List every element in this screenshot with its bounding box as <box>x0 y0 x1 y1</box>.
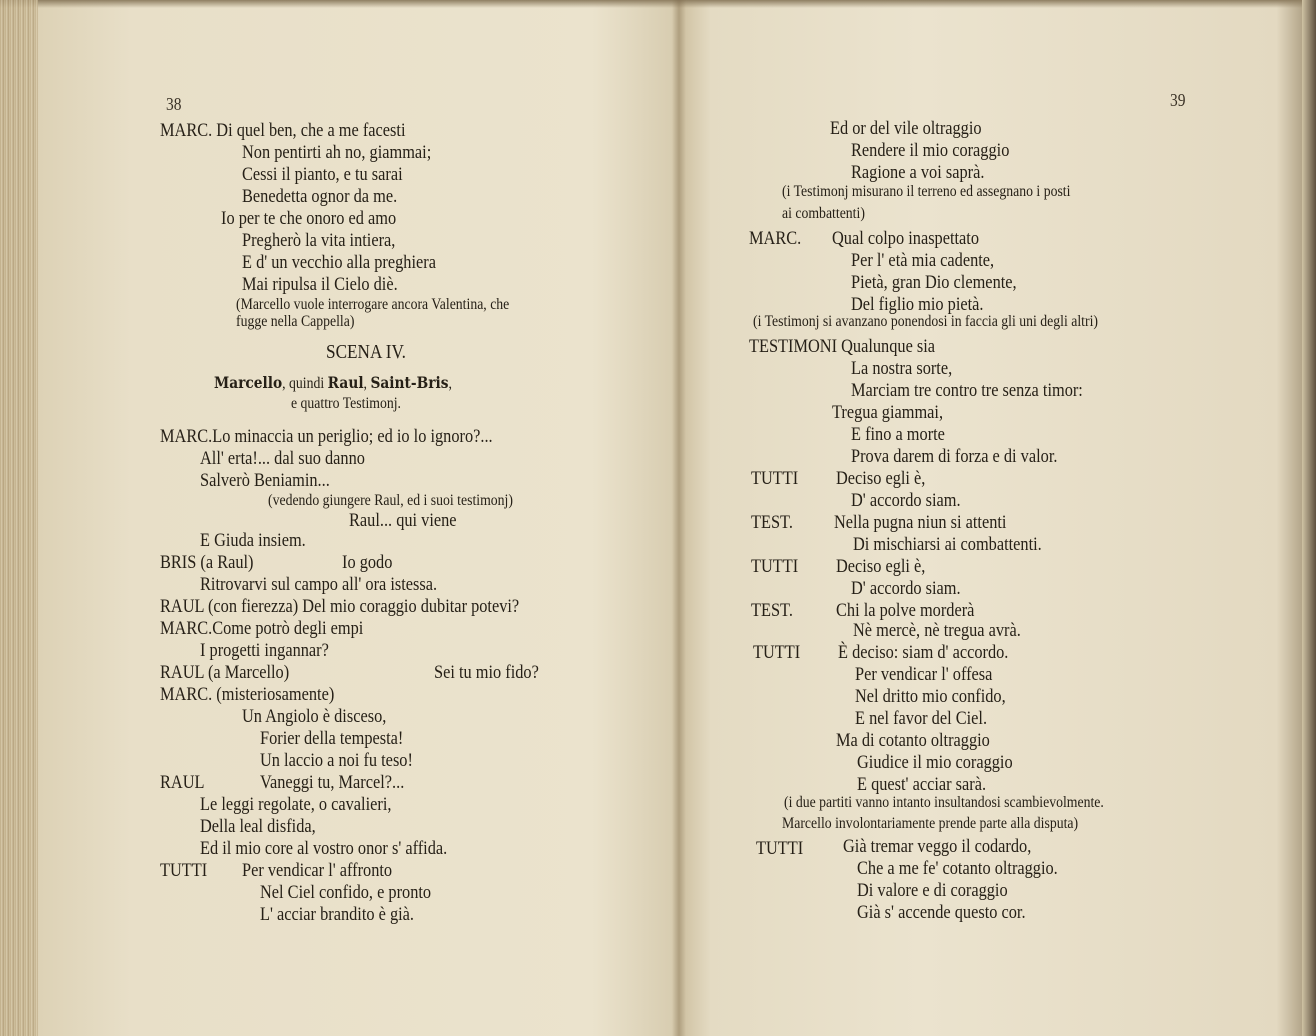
right-page-edge <box>1302 0 1316 1036</box>
speaker-name: TEST. <box>751 512 793 533</box>
cast-tail: , <box>448 375 452 392</box>
speaker-name: MARC. <box>749 228 802 249</box>
speaker-name: TUTTI <box>753 642 801 663</box>
text-line: La nostra sorte, <box>851 358 953 379</box>
stage-direction: (vedendo giungere Raul, ed i suoi testimonj) <box>268 492 513 509</box>
text-line: Per vendicar l' affronto <box>242 860 393 881</box>
speaker-name: TUTTI <box>751 556 799 577</box>
text-line: E d' un vecchio alla preghiera <box>242 252 436 273</box>
text-line: Forier della tempesta! <box>260 728 404 749</box>
stage-direction: (i due partiti vanno intanto insultandosi scambievolmente. <box>784 794 1104 811</box>
text-line: Ma di cotanto oltraggio <box>836 730 990 751</box>
text-line: E fino a morte <box>851 424 945 445</box>
stage-direction: (i Testimonj si avanzano ponendosi in faccia gli uni degli altri) <box>753 313 1098 330</box>
text-line: Già tremar veggo il codardo, <box>843 836 1032 857</box>
text-line: Vaneggi tu, Marcel?... <box>260 772 405 793</box>
text-line: È deciso: siam d' accordo. <box>838 642 1009 663</box>
speaker-name: TUTTI <box>160 860 208 881</box>
page-number: 38 <box>166 94 182 114</box>
speaker-line: BRIS (a Raul) <box>160 552 254 573</box>
text-line: Per vendicar l' offesa <box>855 664 993 685</box>
text-line: Qual colpo inaspettato <box>832 228 980 249</box>
text-line: Nel Ciel confido, e pronto <box>260 882 432 903</box>
text-line: Pietà, gran Dio clemente, <box>851 272 1017 293</box>
stage-direction: ai combattenti) <box>782 205 865 222</box>
text-line: Cessi il pianto, e tu sarai <box>242 164 403 185</box>
text-line: Che a me fe' cotanto oltraggio. <box>857 858 1058 879</box>
cast-saint-bris: Saint-Bris <box>370 373 449 392</box>
text-line: Pregherò la vita intiera, <box>242 230 396 251</box>
text-line: I progetti ingannar? <box>200 640 329 661</box>
text-line: Marciam tre contro tre senza timor: <box>851 380 1083 401</box>
text-line: Rendere il mio coraggio <box>851 140 1010 161</box>
text-line: Di valore e di coraggio <box>857 880 1008 901</box>
page-number: 39 <box>1170 90 1186 110</box>
text-line: E nel favor del Ciel. <box>855 708 988 729</box>
text-line: Giudice il mio coraggio <box>857 752 1013 773</box>
text-line: Raul... qui viene <box>349 510 457 531</box>
text-line: E quest' acciar sarà. <box>857 774 987 795</box>
text-line: Della leal disfida, <box>200 816 316 837</box>
speaker-line: MARC. (misteriosamente) <box>160 684 335 705</box>
text-line: Prova darem di forza e di valor. <box>851 446 1058 467</box>
text-line: Ragione a voi saprà. <box>851 162 985 183</box>
top-page-edge <box>0 0 1316 8</box>
text-line: MARC. Di quel ben, che a me facesti <box>160 120 406 141</box>
text-line: MARC.Come potrò degli empi <box>160 618 364 639</box>
cast-quindi: , quindi <box>282 375 325 392</box>
scene-heading: SCENA IV. <box>326 341 406 363</box>
text-line: All' erta!... dal suo danno <box>200 448 365 469</box>
text-line: Nel dritto mio confido, <box>855 686 1006 707</box>
book-gutter <box>672 0 686 1036</box>
left-page-edge <box>0 0 38 1036</box>
text-line: Salverò Beniamin... <box>200 470 330 491</box>
text-line: Già s' accende questo cor. <box>857 902 1026 923</box>
text-line: Un Angiolo è disceso, <box>242 706 387 727</box>
speaker-name: TUTTI <box>751 468 799 489</box>
text-line: D' accordo siam. <box>851 490 961 511</box>
text-line: Io per te che onoro ed amo <box>221 208 397 229</box>
stage-direction: (Marcello vuole interrogare ancora Valentina, che <box>236 296 510 313</box>
text-line: Non pentirti ah no, giammai; <box>242 142 432 163</box>
stage-direction: Marcello involontariamente prende parte alla disputa) <box>782 815 1079 832</box>
text-line: Ritrovarvi sul campo all' ora istessa. <box>200 574 438 595</box>
text-line: Deciso egli è, <box>836 556 926 577</box>
text-line: Benedetta ognor da me. <box>242 186 398 207</box>
speaker-line: RAUL (a Marcello) <box>160 662 290 683</box>
text-line: Per l' età mia cadente, <box>851 250 995 271</box>
text-line: Chi la polve morderà <box>836 600 975 621</box>
text-line: Nella pugna niun si attenti <box>834 512 1007 533</box>
text-line: D' accordo siam. <box>851 578 961 599</box>
text-line: TESTIMONI Qualunque sia <box>749 336 936 357</box>
cast-comma: , <box>363 375 367 392</box>
cast-marcello: Marcello <box>214 373 283 392</box>
speaker-name: TEST. <box>751 600 793 621</box>
text-line: Ed or del vile oltraggio <box>830 118 982 139</box>
scene-cast <box>214 373 452 393</box>
text-line: Deciso egli è, <box>836 468 926 489</box>
text-line: Nè mercè, nè tregua avrà. <box>853 620 1021 641</box>
text-line: Di mischiarsi ai combattenti. <box>853 534 1042 555</box>
text-line: RAUL (con fierezza) Del mio coraggio dubitar potevi? <box>160 596 520 617</box>
text-line: Sei tu mio fido? <box>434 662 539 683</box>
text-line: Tregua giammai, <box>832 402 944 423</box>
text-line: E Giuda insiem. <box>200 530 306 551</box>
cast-raul: Raul <box>327 373 364 392</box>
text-line: Io godo <box>342 552 393 573</box>
speaker-name: TUTTI <box>756 838 804 859</box>
text-line: Del figlio mio pietà. <box>851 294 984 315</box>
text-line: Mai ripulsa il Cielo diè. <box>242 274 398 295</box>
text-line: MARC.Lo minaccia un periglio; ed io lo ignoro?... <box>160 426 493 447</box>
text-line: Ed il mio core al vostro onor s' affida. <box>200 838 448 859</box>
scene-cast-line: e quattro Testimonj. <box>291 395 401 412</box>
text-line: L' acciar brandito è già. <box>260 904 415 925</box>
stage-direction: (i Testimonj misurano il terreno ed assegnano i posti <box>782 183 1071 200</box>
text-line: Un laccio a noi fu teso! <box>260 750 413 771</box>
text-line: Le leggi regolate, o cavalieri, <box>200 794 392 815</box>
speaker-name: RAUL <box>160 772 205 793</box>
stage-direction: fugge nella Cappella) <box>236 313 355 330</box>
